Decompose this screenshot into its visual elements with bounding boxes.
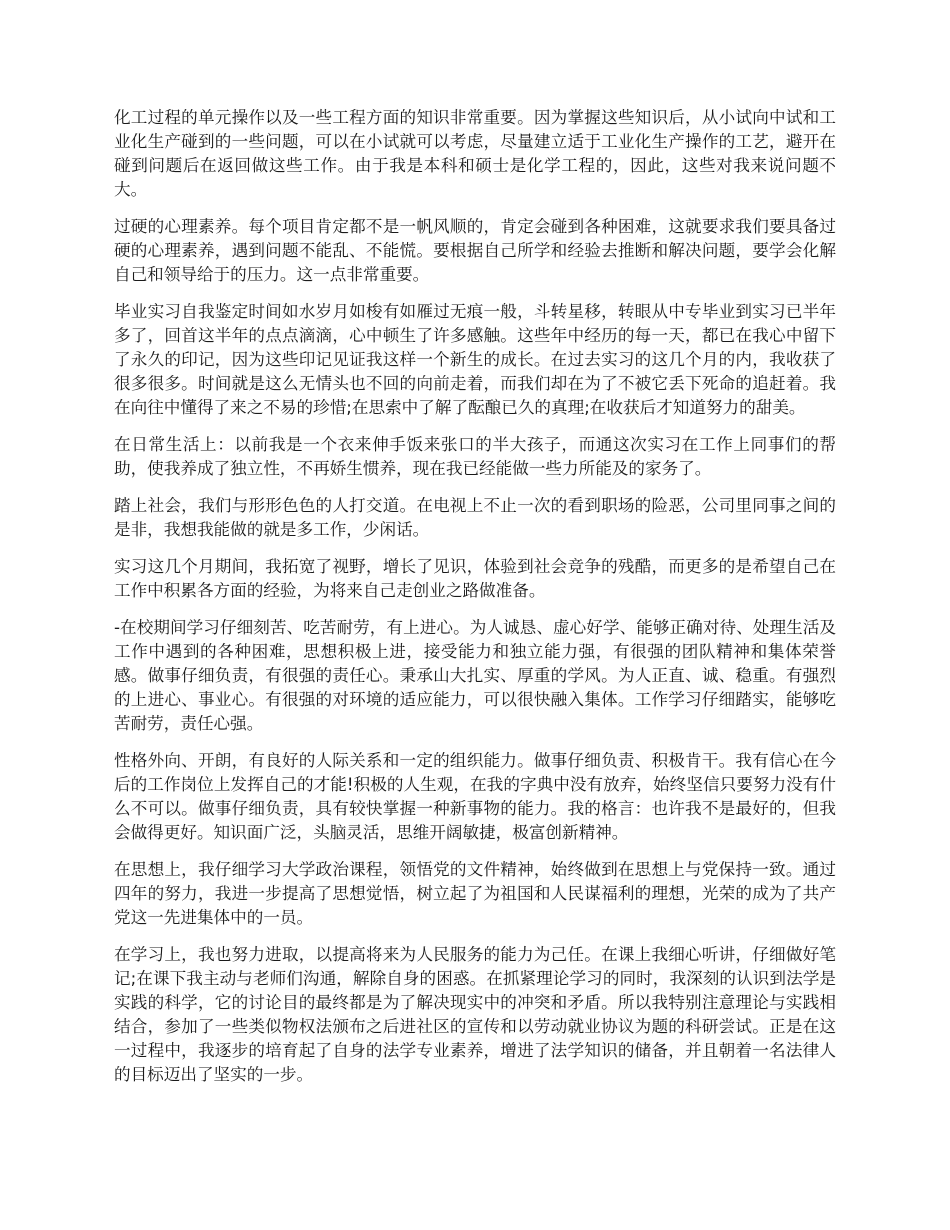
- paragraph-daily-life: 在日常生活上：以前我是一个衣来伸手饭来张口的半大孩子，而通这次实习在工作上同事们的帮助，使我养成了独立性，不再娇生惯养，现在我已经能做一些力所能及的家务了。: [114, 435, 836, 478]
- paragraph-study: 在学习上，我也努力进取，以提高将来为人民服务的能力为己任。在课上我细心听讲，仔细做好笔记;在课下我主动与老师们沟通，解除自身的困惑。在抓紧理论学习的同时，我深刻的认识到法学是实践的科学，它的讨论目的最终都是为了解决现实中的冲突和矛盾。所以我特别注意理论与实践相结合，参加了一些类似物权法颁布之后进社区的宣传和以劳动就业协议为题的科研尝试。正是在这一过程中，我逐步的培育起了自身的法学专业素养，增进了法学知识的储备，并且朝着一名法律人的目标迈出了坚实的一步。: [114, 945, 836, 1084]
- paragraph-internship-self-assessment: 毕业实习自我鉴定时间如水岁月如梭有如雁过无痕一般，斗转星移，转眼从中专毕业到实习已半年多了，回首这半年的点点滴滴，心中顿生了许多感触。这些年中经历的每一天，都已在我心中留下了永久的印记，因为这些印记见证我这样一个新生的成长。在过去实习的这几个月的内，我收获了很多很多。时间就是这么无情头也不回的向前走着，而我们却在为了不被它丢下死命的追赶着。我在向往中懂得了来之不易的珍惜;在思索中了解了酝酿已久的真理;在收获后才知道努力的甜美。: [114, 302, 836, 417]
- paragraph-entering-society: 踏上社会，我们与形形色色的人打交道。在电视上不止一次的看到职场的险恶，公司里同事之间的是非，我想我能做的就是多工作，少闲话。: [114, 496, 836, 539]
- paragraph-unit-operations: 化工过程的单元操作以及一些工程方面的知识非常重要。因为掌握这些知识后，从小试向中试和工业化生产碰到的一些问题，可以在小试就可以考虑，尽量建立适于工业化生产操作的工艺，避开在碰到问题后在返回做这些工作。由于我是本科和硕士是化学工程的，因此，这些对我来说问题不大。: [114, 108, 836, 199]
- paragraph-personality: 性格外向、开朗，有良好的人际关系和一定的组织能力。做事仔细负责、积极肯干。我有信心在今后的工作岗位上发挥自己的才能!积极的人生观，在我的字典中没有放弃，始终坚信只要努力没有什么不可以。做事仔细负责，具有较快掌握一种新事物的能力。我的格言：也许我不是最好的，但我会做得更好。知识面广泛，头脑灵活，思维开阔敏捷，极富创新精神。: [114, 751, 836, 842]
- paragraph-ideology: 在思想上，我仔细学习大学政治课程，领悟党的文件精神，始终做到在思想上与党保持一致。通过四年的努力，我进一步提高了思想觉悟，树立起了为祖国和人民谋福利的理想，光荣的成为了共产党这一先进集体中的一员。: [114, 860, 836, 927]
- paragraph-school-period: -在校期间学习仔细刻苦、吃苦耐劳，有上进心。为人诚恳、虚心好学、能够正确对待、处理生活及工作中遇到的各种困难，思想积极上进，接受能力和独立能力强，有很强的团队精神和集体荣誉感。做事仔细负责，有很强的责任心。秉承山大扎实、厚重的学风。为人正直、诚、稳重。有强烈的上进心、事业心。有很强的对环境的适应能力，可以很快融入集体。工作学习仔细踏实，能够吃苦耐劳，责任心强。: [114, 618, 836, 733]
- document-body: [114, 106, 836, 1100]
- paragraph-psychological-quality: 过硬的心理素养。每个项目肯定都不是一帆风顺的，肯定会碰到各种困难，这就要求我们要具备过硬的心理素养，遇到问题不能乱、不能慌。要根据自己所学和经验去推断和解决问题，要学会化解自己和领导给于的压力。这一点非常重要。: [114, 217, 836, 284]
- paragraph-internship-period: 实习这几个月期间，我拓宽了视野，增长了见识，体验到社会竞争的残酷，而更多的是希望自己在工作中积累各方面的经验，为将来自己走创业之路做准备。: [114, 557, 836, 600]
